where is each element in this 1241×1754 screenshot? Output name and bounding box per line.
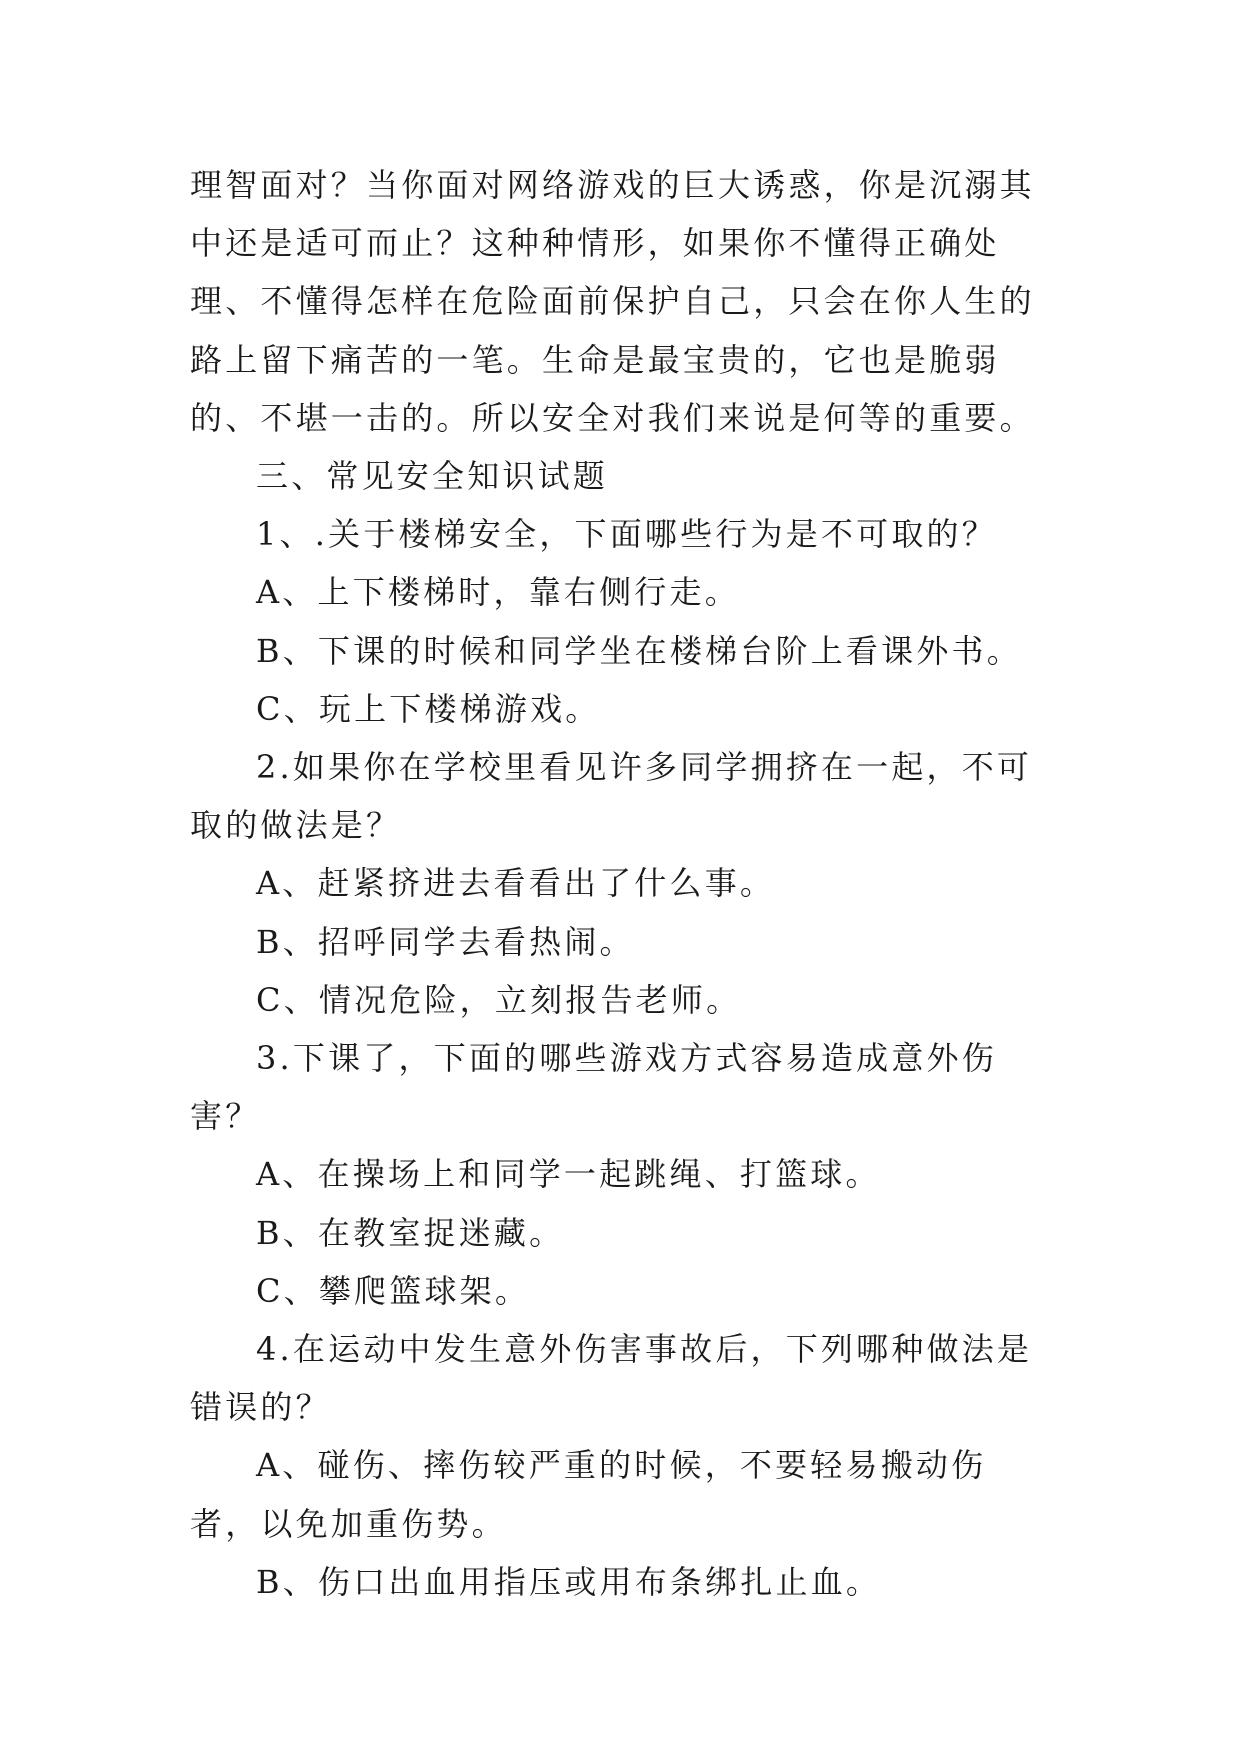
question-2-option-c: C、情况危险，立刻报告老师。	[256, 980, 742, 1019]
section-heading: 三、常见安全知识试题	[256, 457, 609, 496]
question-1-option-a: A、上下楼梯时，靠右侧行走。	[256, 573, 740, 612]
question-4-option-b: B、伤口出血用指压或用布条绑扎止血。	[256, 1562, 882, 1601]
question-1-option-c: C、玩上下楼梯游戏。	[256, 689, 601, 728]
paragraph-intro-continued: 理智面对？当你面对网络游戏的巨大诱惑，你是沉溺其中还是适可而止？这种种情形，如果你不懂得正确处理、不懂得怎样在危险面前保护自己，只会在你人生的路上留下痛苦的一笔。生命是最宝贵的，它也是脆弱的、不堪一击的。所以安全对我们来说是何等的重要。	[190, 166, 1035, 437]
question-3-option-a: A、在操场上和同学一起跳绳、打篮球。	[256, 1155, 881, 1194]
question-1-option-b: B、下课的时候和同学坐在楼梯台阶上看课外书。	[256, 631, 1022, 670]
question-2-option-b: B、招呼同学去看热闹。	[256, 922, 635, 961]
question-2-option-a: A、赶紧挤进去看看出了什么事。	[256, 864, 776, 903]
question-2: 2.如果你在学校里看见许多同学拥挤在一起，不可取的做法是？	[190, 748, 1033, 845]
document-body	[190, 156, 1052, 1611]
question-4: 4.在运动中发生意外伤害事故后，下列哪种做法是错误的？	[190, 1330, 1033, 1427]
question-3-option-b: B、在教室捉迷藏。	[256, 1213, 565, 1252]
question-3-option-c: C、攀爬篮球架。	[256, 1271, 531, 1310]
question-1: 1、.关于楼梯安全，下面哪些行为是不可取的？	[256, 515, 997, 554]
question-3: 3.下课了，下面的哪些游戏方式容易造成意外伤害？	[190, 1039, 997, 1136]
question-4-option-a: A、碰伤、摔伤较严重的时候，不要轻易搬动伤者，以免加重伤势。	[190, 1446, 987, 1543]
